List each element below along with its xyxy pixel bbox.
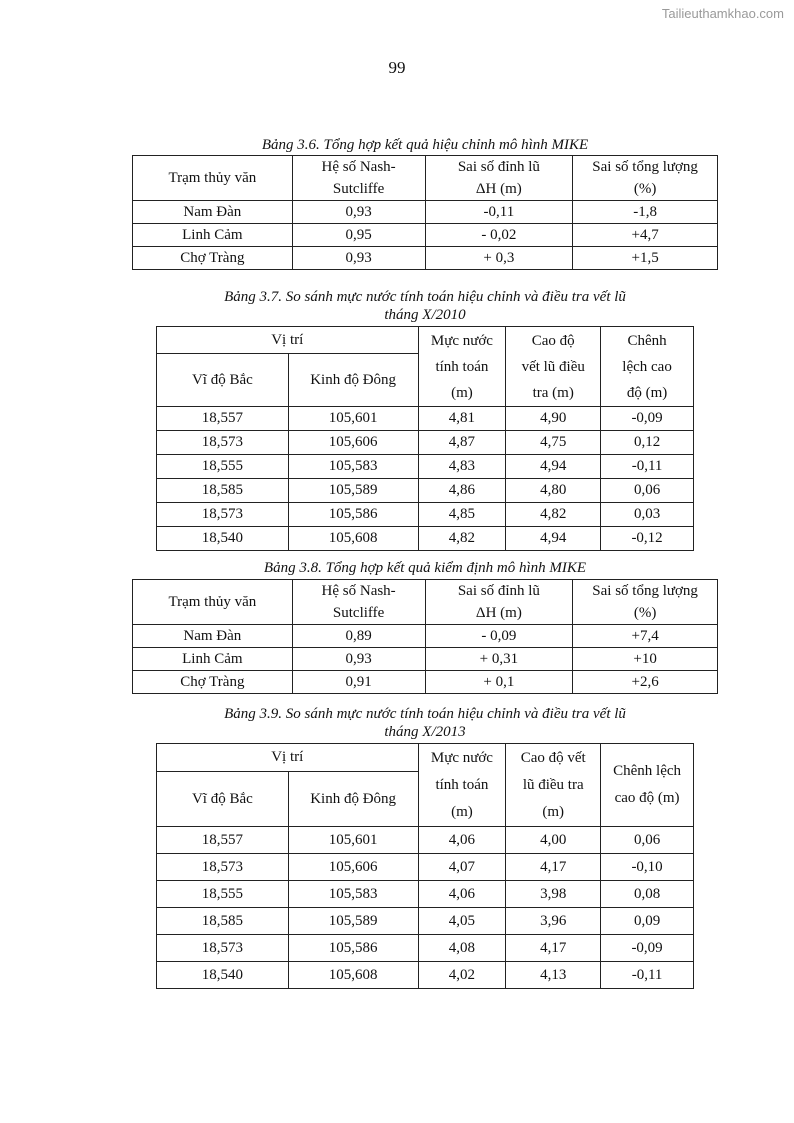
table-cell: 18,540 bbox=[157, 962, 289, 989]
table-cell: 0,93 bbox=[292, 648, 425, 671]
page-number: 99 bbox=[388, 58, 406, 77]
table-header-row bbox=[133, 580, 718, 625]
table-cell: +10 bbox=[573, 648, 718, 671]
table-cell: 4,82 bbox=[418, 527, 506, 551]
table-cell: Linh Cảm bbox=[133, 224, 293, 247]
table-cell: 105,608 bbox=[288, 962, 418, 989]
table-cell: 18,555 bbox=[157, 881, 289, 908]
header-volume-error: Sai số tổng lượng (%) bbox=[573, 156, 718, 201]
table-3-9 bbox=[156, 743, 694, 989]
table-cell: 0,09 bbox=[601, 908, 694, 935]
table-cell: 4,00 bbox=[506, 827, 601, 854]
table-cell: - 0,02 bbox=[425, 224, 573, 247]
table-cell: 105,586 bbox=[288, 503, 418, 527]
table-cell: 4,06 bbox=[418, 881, 506, 908]
table-cell: 0,91 bbox=[292, 671, 425, 694]
table-cell: 0,06 bbox=[601, 479, 694, 503]
table-cell: 4,87 bbox=[418, 431, 506, 455]
table-cell: 105,606 bbox=[288, 431, 418, 455]
table-cell: 18,573 bbox=[157, 935, 289, 962]
table-cell: 18,573 bbox=[157, 854, 289, 881]
table-row bbox=[157, 527, 694, 551]
table-cell: 4,94 bbox=[506, 527, 601, 551]
header-location: Vị trí bbox=[157, 327, 419, 354]
table-cell: Chợ Tràng bbox=[133, 671, 293, 694]
header-nash: Hệ số Nash- Sutcliffe bbox=[292, 580, 425, 625]
table-row bbox=[157, 854, 694, 881]
table-cell: 0,89 bbox=[292, 625, 425, 648]
header-station: Trạm thủy văn bbox=[133, 580, 293, 625]
table-cell: Nam Đàn bbox=[133, 625, 293, 648]
table-cell: 18,557 bbox=[157, 827, 289, 854]
table-row bbox=[157, 935, 694, 962]
table-cell: -0,12 bbox=[601, 527, 694, 551]
table-row bbox=[157, 407, 694, 431]
table-cell: 0,95 bbox=[292, 224, 425, 247]
table-cell: 18,585 bbox=[157, 908, 289, 935]
header-latitude: Vĩ độ Bắc bbox=[157, 772, 289, 827]
table-cell: -1,8 bbox=[573, 201, 718, 224]
table-row bbox=[157, 503, 694, 527]
table-cell: 18,573 bbox=[157, 503, 289, 527]
table-cell: 4,82 bbox=[506, 503, 601, 527]
header-flood-mark: Cao độ vết lũ điều tra (m) bbox=[506, 327, 601, 407]
table-cell: -0,10 bbox=[601, 854, 694, 881]
table-cell: 3,96 bbox=[506, 908, 601, 935]
table-cell: 4,06 bbox=[418, 827, 506, 854]
table-cell: + 0,31 bbox=[425, 648, 573, 671]
table-row bbox=[133, 648, 718, 671]
header-flood-mark: Cao độ vết lũ điều tra (m) bbox=[506, 744, 601, 827]
table-cell: Nam Đàn bbox=[133, 201, 293, 224]
table-cell: -0,09 bbox=[601, 935, 694, 962]
table-row bbox=[157, 881, 694, 908]
table-cell: 4,17 bbox=[506, 854, 601, 881]
table-cell: -0,09 bbox=[601, 407, 694, 431]
header-computed-level: Mực nước tính toán (m) bbox=[418, 327, 506, 407]
table-cell: 3,98 bbox=[506, 881, 601, 908]
header-peak-error: Sai số đỉnh lũ ΔH (m) bbox=[425, 580, 573, 625]
header-nash: Hệ số Nash- Sutcliffe bbox=[292, 156, 425, 201]
table-cell: +1,5 bbox=[573, 247, 718, 270]
table-cell: 18,585 bbox=[157, 479, 289, 503]
table-header-row bbox=[157, 744, 694, 772]
header-computed-level: Mực nước tính toán (m) bbox=[418, 744, 506, 827]
table-row bbox=[133, 671, 718, 694]
table-cell: 105,589 bbox=[288, 479, 418, 503]
table-3-6-caption: Bảng 3.6. Tổng hợp kết quả hiệu chỉnh mô hình MIKE bbox=[261, 137, 589, 153]
table-cell: 18,540 bbox=[157, 527, 289, 551]
table-row bbox=[133, 625, 718, 648]
table-row bbox=[157, 431, 694, 455]
table-cell: 18,555 bbox=[157, 455, 289, 479]
table-cell: 0,93 bbox=[292, 247, 425, 270]
table-cell: 18,557 bbox=[157, 407, 289, 431]
table-cell: Linh Cảm bbox=[133, 648, 293, 671]
table-cell: 0,08 bbox=[601, 881, 694, 908]
table-cell: 105,589 bbox=[288, 908, 418, 935]
table-3-6 bbox=[132, 155, 718, 270]
table-3-9-caption: Bảng 3.9. So sánh mực nước tính toán hiệu chỉnh và điều tra vết lũ tháng X/2013 bbox=[224, 706, 626, 740]
table-cell: 4,94 bbox=[506, 455, 601, 479]
table-cell: Chợ Tràng bbox=[133, 247, 293, 270]
table-cell: 4,90 bbox=[506, 407, 601, 431]
table-cell: 105,583 bbox=[288, 881, 418, 908]
table-cell: 0,12 bbox=[601, 431, 694, 455]
table-cell: 105,606 bbox=[288, 854, 418, 881]
table-cell: 4,85 bbox=[418, 503, 506, 527]
table-cell: 4,08 bbox=[418, 935, 506, 962]
table-cell: 4,07 bbox=[418, 854, 506, 881]
table-cell: 4,05 bbox=[418, 908, 506, 935]
header-latitude: Vĩ độ Bắc bbox=[157, 354, 289, 407]
header-difference: Chênh lệch cao độ (m) bbox=[601, 327, 694, 407]
table-header-row bbox=[133, 156, 718, 201]
table-row bbox=[157, 479, 694, 503]
table-cell: 0,06 bbox=[601, 827, 694, 854]
table-cell: + 0,1 bbox=[425, 671, 573, 694]
header-peak-error: Sai số đỉnh lũ ΔH (m) bbox=[425, 156, 573, 201]
table-cell: -0,11 bbox=[601, 962, 694, 989]
table-cell: +2,6 bbox=[573, 671, 718, 694]
table-cell: 0,03 bbox=[601, 503, 694, 527]
table-cell: +4,7 bbox=[573, 224, 718, 247]
table-cell: - 0,09 bbox=[425, 625, 573, 648]
header-station: Trạm thủy văn bbox=[133, 156, 293, 201]
table-3-8-caption: Bảng 3.8. Tổng hợp kết quả kiểm định mô hình MIKE bbox=[263, 560, 587, 576]
table-cell: +7,4 bbox=[573, 625, 718, 648]
header-longitude: Kinh độ Đông bbox=[288, 772, 418, 827]
table-cell: -0,11 bbox=[601, 455, 694, 479]
table-row bbox=[133, 224, 718, 247]
header-longitude: Kinh độ Đông bbox=[288, 354, 418, 407]
table-cell: 4,13 bbox=[506, 962, 601, 989]
header-difference: Chênh lệch cao độ (m) bbox=[601, 744, 694, 827]
table-3-8 bbox=[132, 579, 718, 694]
watermark: Tailieuthamkhao.com bbox=[661, 6, 784, 21]
table-row bbox=[157, 962, 694, 989]
table-cell: 105,601 bbox=[288, 827, 418, 854]
table-row bbox=[157, 827, 694, 854]
table-cell: 4,75 bbox=[506, 431, 601, 455]
table-cell: 4,83 bbox=[418, 455, 506, 479]
table-cell: 4,80 bbox=[506, 479, 601, 503]
table-3-7 bbox=[156, 326, 694, 551]
table-cell: 105,601 bbox=[288, 407, 418, 431]
table-cell: 105,586 bbox=[288, 935, 418, 962]
table-cell: 4,81 bbox=[418, 407, 506, 431]
table-cell: 4,86 bbox=[418, 479, 506, 503]
table-cell: 0,93 bbox=[292, 201, 425, 224]
table-cell: 4,02 bbox=[418, 962, 506, 989]
table-cell: 105,608 bbox=[288, 527, 418, 551]
table-row bbox=[133, 201, 718, 224]
table-cell: + 0,3 bbox=[425, 247, 573, 270]
table-cell: 18,573 bbox=[157, 431, 289, 455]
table-row bbox=[157, 908, 694, 935]
table-cell: 4,17 bbox=[506, 935, 601, 962]
table-cell: 105,583 bbox=[288, 455, 418, 479]
table-cell: -0,11 bbox=[425, 201, 573, 224]
header-location: Vị trí bbox=[157, 744, 419, 772]
header-volume-error: Sai số tổng lượng (%) bbox=[573, 580, 718, 625]
table-row bbox=[157, 455, 694, 479]
table-header-row bbox=[157, 327, 694, 354]
table-row bbox=[133, 247, 718, 270]
table-3-7-caption: Bảng 3.7. So sánh mực nước tính toán hiệu chỉnh và điều tra vết lũ tháng X/2010 bbox=[224, 289, 626, 323]
